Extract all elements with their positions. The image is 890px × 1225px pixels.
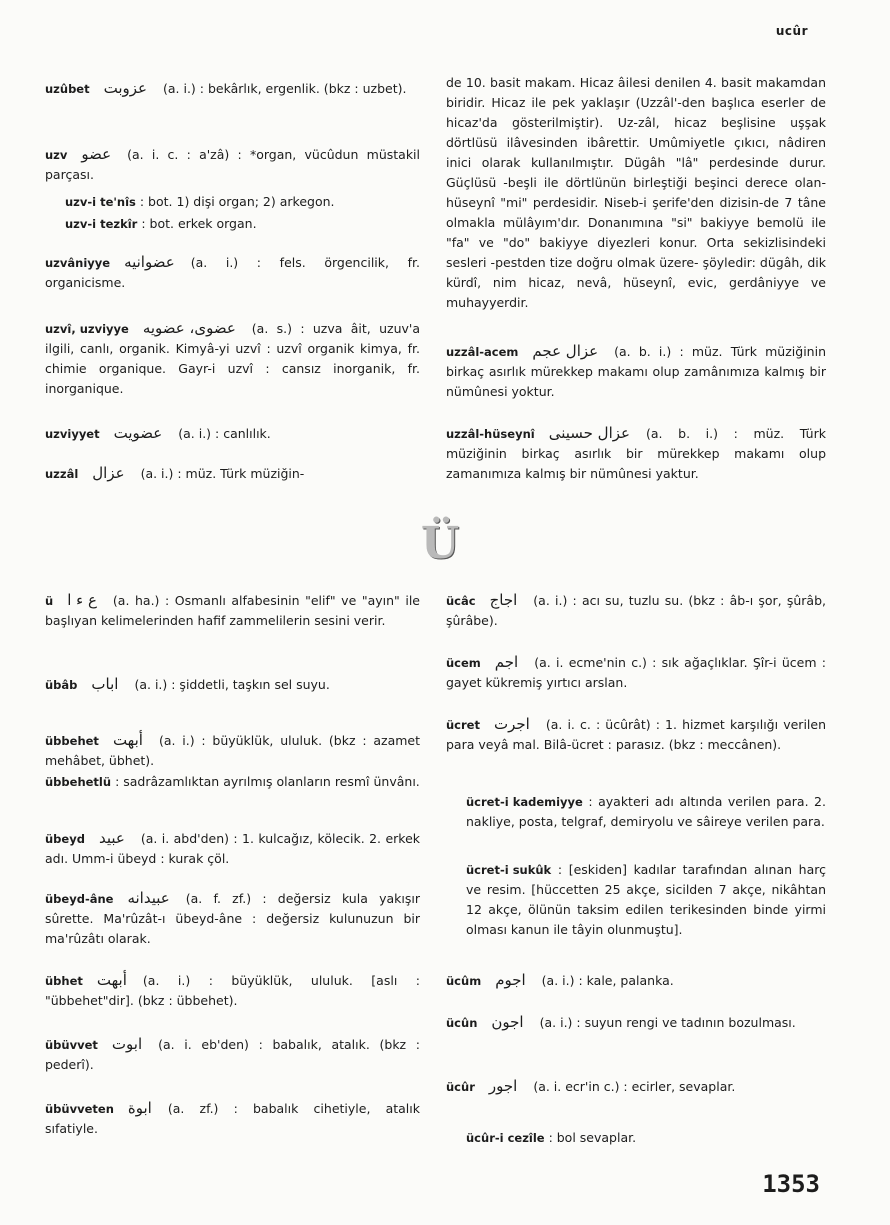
arabic-script: اجوم (495, 971, 526, 989)
entry (45, 318, 420, 399)
headword: uzzâl (45, 467, 79, 481)
definition: (a. ha.) : Osmanlı alfabesinin "elif" ve "ayın" ile başlıyan kelimelerinden hafif zammelilerin sesini verir. (45, 593, 420, 628)
definition: (a. i.) : canlılık. (178, 426, 271, 441)
entry (45, 463, 420, 484)
definition: (a. i. ecr'in c.) : ecirler, sevaplar. (533, 1079, 736, 1094)
definition: (a. i.) : fels. örgencilik, fr. organicisme. (45, 255, 420, 290)
definition: (a. i.) : müz. Türk müziğin- (140, 466, 305, 481)
definition: : bot. erkek organ. (141, 216, 257, 231)
headword: übbehet (45, 734, 99, 748)
definition: : [eskiden] kadılar tarafından alınan harç ve resim. [hüccetten 25 akçe, sicilden 7 akçe, nikâhtan 12 akçe, ölünün taksim edilen terikesinden binde yirmi olması kanun ile tâyin olunmuştu]. (466, 862, 826, 937)
entry (45, 144, 420, 185)
entry (45, 590, 420, 631)
column-upper-right (446, 73, 826, 493)
headword: übüvvet (45, 1038, 98, 1052)
arabic-script: ع ء ا (67, 591, 97, 609)
section-letter: Ü (420, 518, 460, 569)
headword: ücâc (446, 594, 476, 608)
definition: (a. f. zf.) : değersiz kula yakışır sûrette. Ma'rûzât-ı übeyd-âne : değersiz kulunuzun bir ma'rûzâtı olarak. (45, 891, 420, 946)
definition: : sadrâzamlıktan ayrılmış olanların resmî ünvânı. (115, 774, 420, 789)
arabic-script: عزوبت (103, 79, 147, 97)
arabic-script: عضويت (113, 424, 163, 442)
entry (446, 714, 826, 755)
definition: : bol sevaplar. (548, 1130, 637, 1145)
headword: ücûr (446, 1080, 475, 1094)
headword: uzv-i tezkîr (65, 217, 138, 231)
entry (446, 590, 826, 631)
headword: übbehetlü (45, 775, 112, 789)
arabic-script: اباب (91, 675, 119, 693)
headword: uzûbet (45, 82, 90, 96)
definition: : ayakteri adı altında verilen para. 2. nakliye, posta, telgraf, demiryolu ve sâireye verilen para. (466, 794, 826, 829)
entry (45, 192, 420, 212)
definition: (a. i. abd'den) : 1. kulcağız, kölecik. 2. erkek adı. Umm-i übeyd : kurak çöl. (45, 831, 420, 866)
entry (45, 1034, 420, 1075)
definition: (a. i.) : kale, palanka. (541, 973, 674, 988)
headword: ücret (446, 718, 480, 732)
column-upper-left (45, 78, 420, 498)
entry (45, 828, 420, 869)
headword: ücem (446, 656, 481, 670)
definition: (a. i.) : acı su, tuzlu su. (bkz : âb-ı şor, şûrâb, şûrâbe). (446, 593, 826, 628)
headword: ücûn (446, 1016, 478, 1030)
arabic-script: اجور (488, 1077, 518, 1095)
definition: (a. i.) : büyüklük, ululuk. (bkz : azamet mehâbet, übhet). (45, 733, 420, 768)
definition: (a. i.) : suyun rengi ve tadının bozulması. (539, 1015, 796, 1030)
entry (45, 214, 420, 234)
headword: ücûm (446, 974, 482, 988)
headword: übâb (45, 678, 78, 692)
headword: ücûr-i cezîle (466, 1131, 545, 1145)
headword: ücret-i kademiyye (466, 795, 583, 809)
arabic-script: عزال (92, 464, 125, 482)
entry (45, 78, 420, 99)
arabic-script: أبهت (96, 971, 127, 989)
headword: uzvâniyye (45, 256, 111, 270)
arabic-script: عزال عجم (532, 342, 599, 360)
arabic-script: ابوت (111, 1035, 143, 1053)
entry (446, 341, 826, 402)
entry (446, 652, 826, 693)
headword: uzzâl-hüseynî (446, 427, 535, 441)
arabic-script: اجرت (493, 715, 530, 733)
entry (45, 1098, 420, 1139)
definition: (a. i. ecme'nin c.) : sık ağaçlıklar. Şîr-i ücem : gayet kükremiş yırtıcı arslan. (446, 655, 826, 690)
entry (446, 792, 826, 832)
definition: (a. zf.) : babalık cihetiyle, atalık sıfatiyle. (45, 1101, 420, 1136)
arabic-script: عضوى، عضويه (142, 319, 236, 337)
headword: übeyd-âne (45, 892, 114, 906)
entry (446, 1012, 826, 1033)
headword: uzv (45, 148, 68, 162)
definition: : bot. 1) dişi organ; 2) arkegon. (139, 194, 335, 209)
definition: (a. i.) : bekârlık, ergenlik. (bkz : uzbet). (162, 81, 407, 96)
entry (446, 860, 826, 940)
running-head: ucûr (775, 24, 808, 38)
entry (45, 970, 420, 1011)
entry (45, 888, 420, 949)
definition: (a. b. i.) : müz. Türk müziğinin birkaç asırlık mürekkep makamı olup zamânımıza kalmış bir nümûnesi yoktur. (446, 344, 826, 399)
entry (45, 423, 420, 444)
definition: (a. i. c. : a'zâ) : *organ, vücûdun müstakil parçası. (45, 147, 420, 182)
definition: de 10. basit makam. Hicaz âilesi denilen 4. basit makamdan biridir. Hicaz ile pek yaklaşır (Uzzâl'-den başlıca eserler de hicaz'da gösterilmiştir). Uz-zâl, hicaz beşlisine uşşak dörtlüsü ilâvesinden ibârettir. Umûmiyetle çıkıcı, nâdiren inici olarak kullanılmıştır. Dügâh "lâ" perdesinde durur. Güçlüsü -beşli ile dörtlünün birleştiği beşinci derece olan-hüseynî "mi" perdesidir. Niseb-i şerife'den dizisin-de 7 tâne olmakla mülâyım'dır. Donanımına "si" bakiyye bemolü ile "fa" ve "do" bakiyye diyezleri konur. Orta sekizlisindeki sesleri -pestden tize doğru olmak üzere- şöyledir: dügâh, dik kürdî, nim hicaz, nevâ, hüseynî, evic, gerdâniyye ve muhayyerdir. (446, 75, 826, 310)
definition: (a. i.) : büyüklük, ululuk. [aslı : "übbehet"dir]. (bkz : übbehet). (45, 973, 420, 1008)
entry (45, 674, 420, 695)
entry (446, 423, 826, 484)
arabic-script: اجون (491, 1013, 524, 1031)
arabic-script: اجاج (489, 591, 518, 609)
column-lower-right (446, 590, 826, 1160)
page-number: 1353 (762, 1170, 820, 1198)
headword: uzzâl-acem (446, 345, 519, 359)
entry (446, 1128, 826, 1148)
headword: übüvveten (45, 1102, 114, 1116)
column-lower-left (45, 590, 420, 1160)
definition: (a. i. c. : ücûrât) : 1. hizmet karşılığı verilen para veyâ mal. Bilâ-ücret : parasız. (bkz : meccânen). (446, 717, 826, 752)
definition: (a. i. eb'den) : babalık, atalık. (bkz : pederî). (45, 1037, 420, 1072)
headword: übhet (45, 974, 83, 988)
definition: (a. b. i.) : müz. Türk müziğinin birkaç asırlık bir mürekkep makamı olup zamanımıza kalmış bir nümûnesi yaktur. (446, 426, 826, 481)
headword: uzvî, uzviyye (45, 322, 129, 336)
arabic-script: اجم (494, 653, 519, 671)
definition: (a. i.) : şiddetli, taşkın sel suyu. (134, 677, 330, 692)
entry (45, 252, 420, 293)
arabic-script: أبهت (112, 731, 143, 749)
entry (446, 970, 826, 991)
headword: ücret-i sukûk (466, 863, 552, 877)
definition: (a. s.) : uzva âit, uzuv'a ilgili, canlı, organik. Kimyâ-yi uzvî : uzvî organik kimya, fr. chimie organique. Gayr-i uzvî : cansız inorganik, fr. inorganique. (45, 321, 420, 396)
arabic-script: عبيد (98, 829, 125, 847)
arabic-script: عضوانيه (124, 253, 175, 271)
entry (45, 772, 420, 792)
entry (446, 1076, 826, 1097)
arabic-script: عبيدانه (127, 889, 170, 907)
headword: uzviyyet (45, 427, 100, 441)
arabic-script: ابوة (127, 1099, 152, 1117)
entry (45, 730, 420, 771)
headword: uzv-i te'nîs (65, 195, 136, 209)
headword: ü (45, 594, 54, 608)
arabic-script: عزال حسينى (548, 424, 630, 442)
arabic-script: عضو (81, 145, 112, 163)
entry-continuation (446, 73, 826, 313)
headword: übeyd (45, 832, 85, 846)
